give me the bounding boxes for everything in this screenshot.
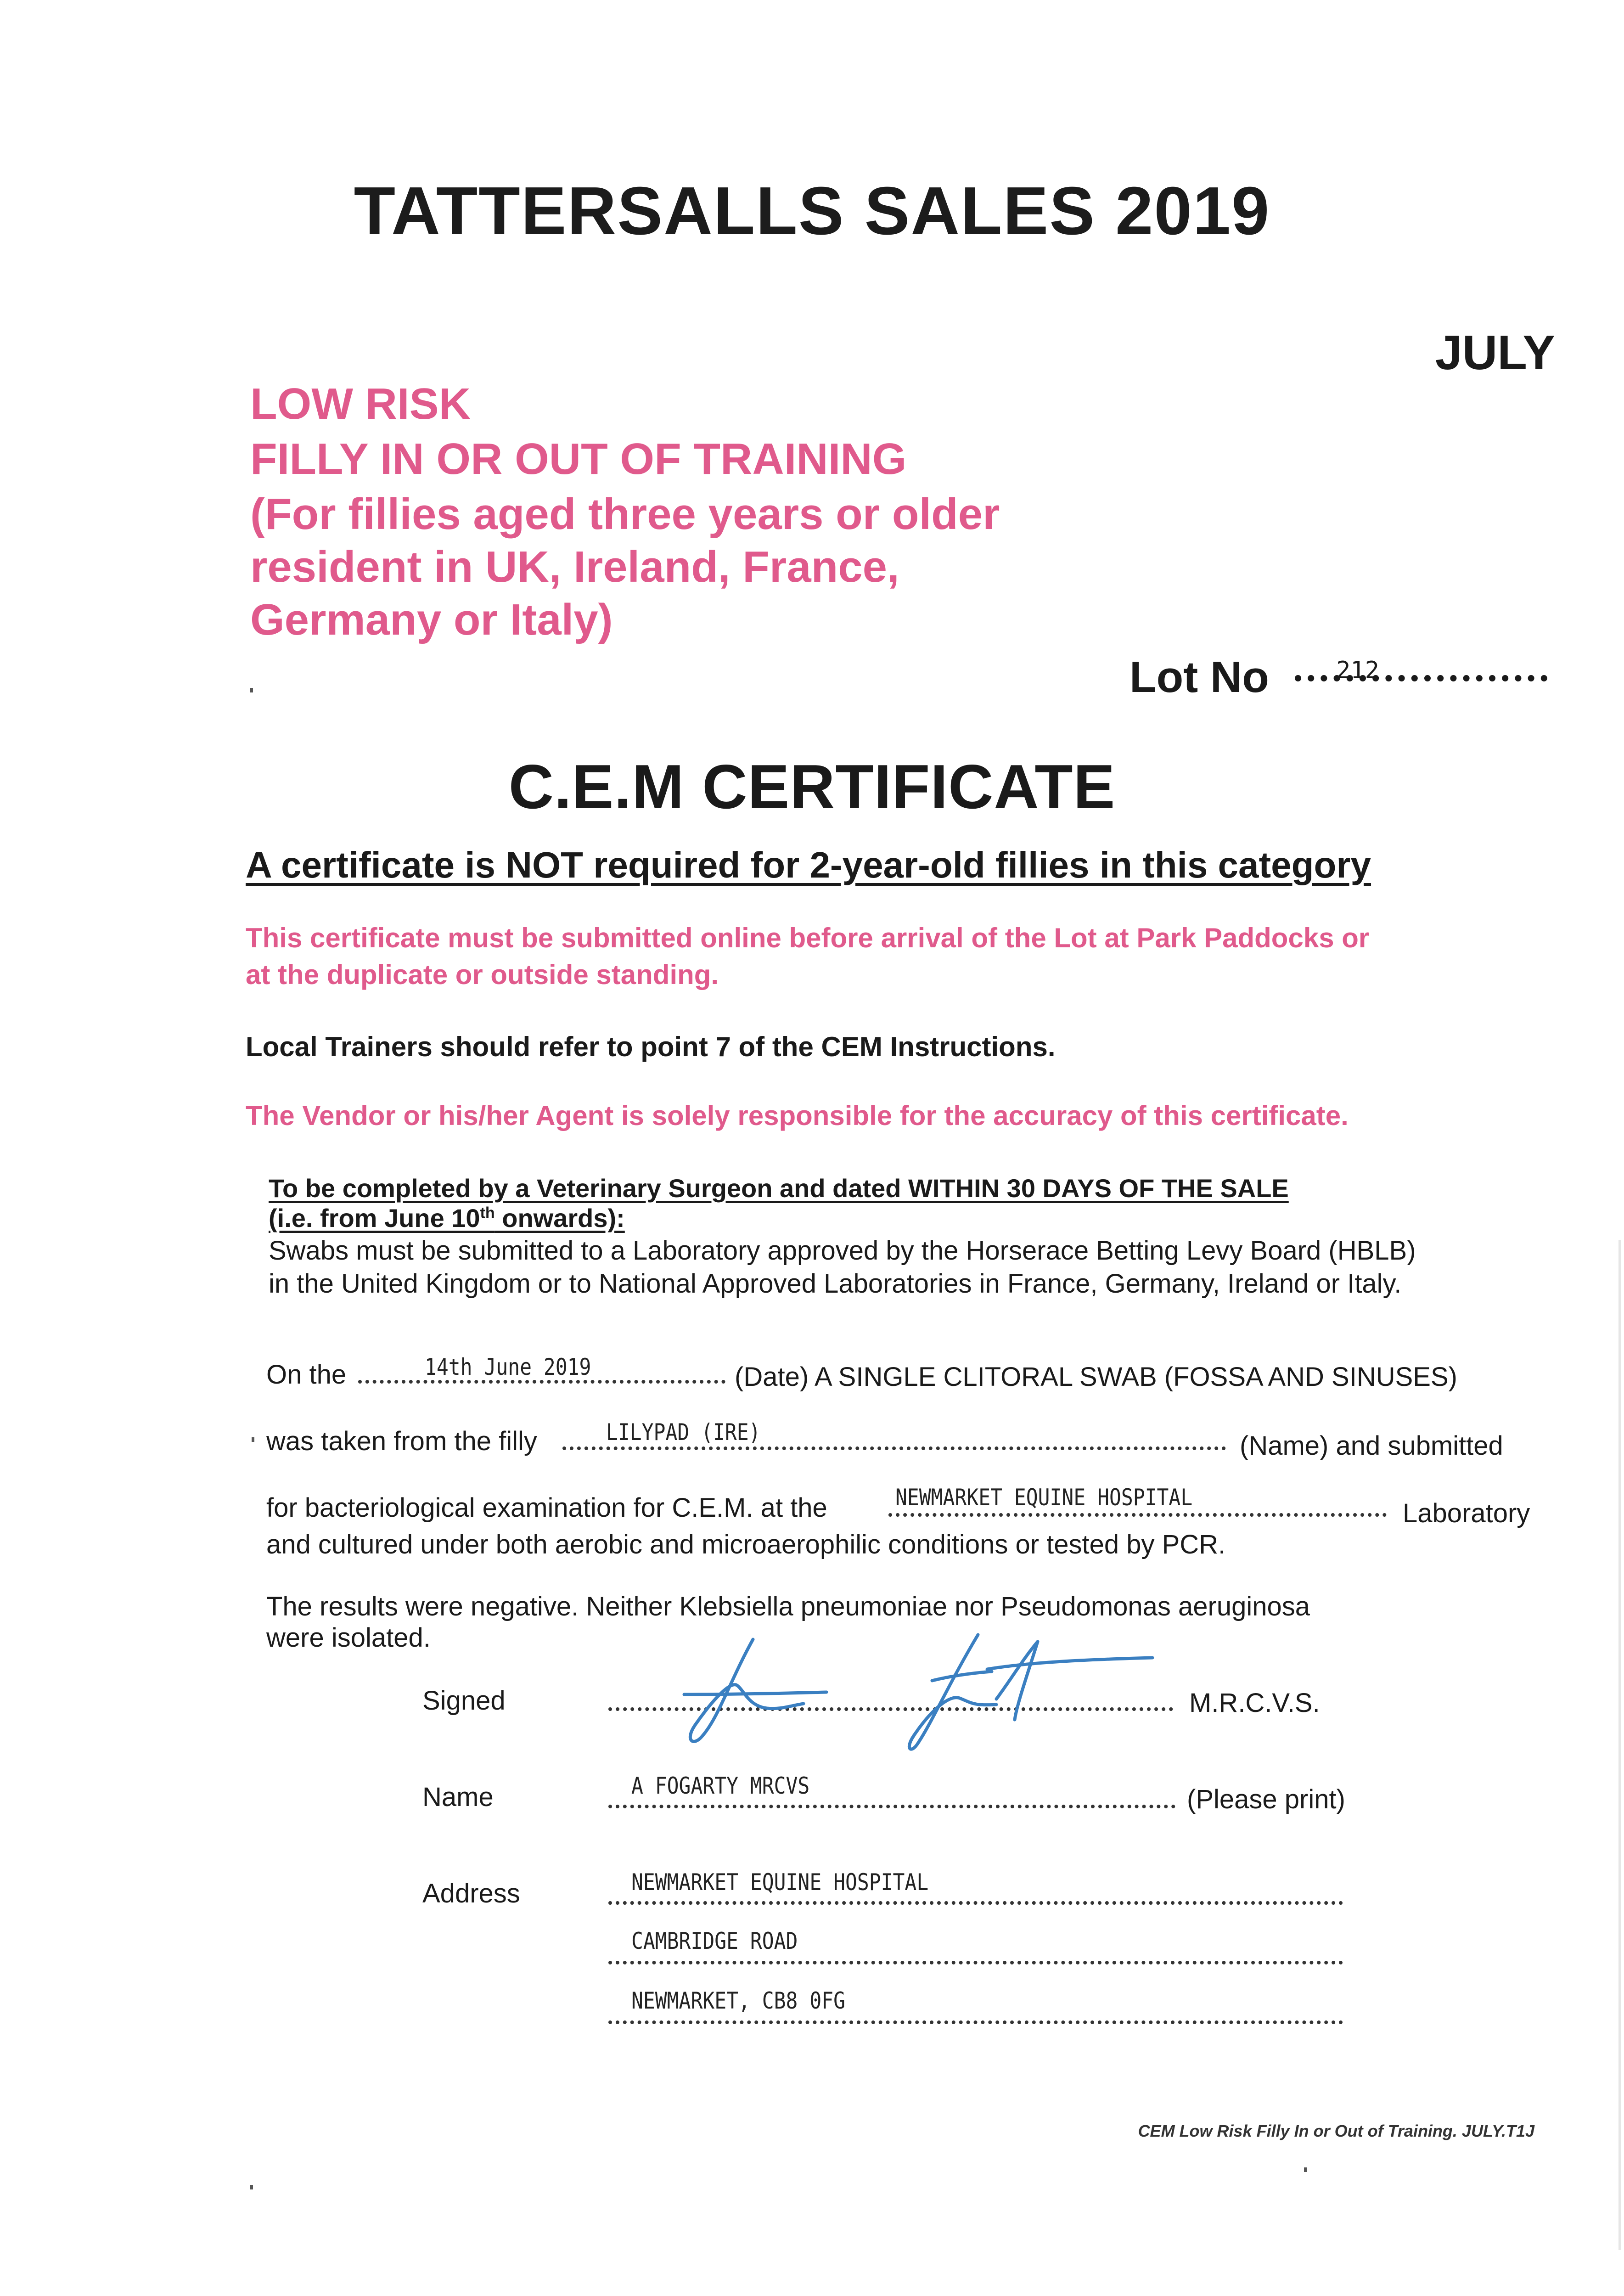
laboratory-dotted-line [888,1513,1387,1517]
address-line-3: NEWMARKET, CB8 0FG [631,1987,845,2014]
online-notice-line-1: This certificate must be submitted online before arrival of the Lot at Park Paddocks or [246,923,1370,953]
scan-speck [250,688,253,692]
filly-name-value: LILYPAD (IRE) [606,1419,761,1446]
date-value: 14th June 2019 [425,1354,591,1380]
on-the-label: On the [266,1360,347,1390]
certificate-title: C.E.M CERTIFICATE [508,752,1116,822]
vendor-notice: The Vendor or his/her Agent is solely responsible for the accuracy of this certificate. [246,1100,1349,1131]
local-trainers-notice: Local Trainers should refer to point 7 of the CEM Instructions. [246,1031,1056,1062]
laboratory-value: NEWMARKET EQUINE HOSPITAL [895,1484,1193,1511]
not-required-notice: A certificate is NOT required for 2-year-old fillies in this category [246,844,1371,885]
address-line-1: NEWMARKET EQUINE HOSPITAL [631,1869,929,1896]
date-suffix [735,1362,1457,1392]
category-line-1: LOW RISK [250,379,471,428]
document-title: TATTERSALLS SALES 2019 [354,173,1270,249]
online-notice-line-2: at the duplicate or outside standing. [246,959,719,990]
instructions-heading-2-prefix: (i.e. from June 10 [269,1204,480,1232]
category-line-4: resident in UK, Ireland, France, [250,542,899,591]
instructions-heading-2-suffix: onwards): [495,1204,625,1232]
scan-speck [250,2185,253,2189]
category-line-2: FILLY IN OR OUT OF TRAINING [250,434,907,484]
instructions-line-1: Swabs must be submitted to a Laboratory approved by the Horserace Betting Levy Board (HBLB) [269,1236,1416,1266]
scan-speck [1304,2167,1307,2172]
cultured-line: and cultured under both aerobic and microaerophilic conditions or tested by PCR. [266,1530,1226,1559]
bacteriological-label: for bacteriological examination for C.E.M. at the [266,1493,827,1523]
vet-name-dotted-line [608,1805,1175,1808]
address-label: Address [422,1879,520,1908]
instructions-heading-1: To be completed by a Veterinary Surgeon and dated WITHIN 30 DAYS OF THE SALE [269,1174,1289,1203]
instructions-heading-2-sup: th [480,1204,495,1222]
lot-number-value: 212 [1336,657,1379,684]
lot-number-dotted-line [1295,675,1547,681]
mrcvs-label: M.R.C.V.S. [1189,1688,1320,1718]
results-line-2: were isolated. [266,1623,431,1653]
sale-month: JULY [1435,326,1555,380]
veterinary-signature [675,1626,1171,1763]
instructions-heading-2 [269,1203,625,1233]
please-print-label: (Please print) [1187,1784,1345,1814]
lot-number-label: Lot No [1129,653,1269,702]
results-line-1: The results were negative. Neither Klebsiella pneumoniae nor Pseudomonas aeruginosa [266,1592,1310,1621]
date-suffix-text: (Date) A SINGLE CLITORAL SWAB (FOSSA AND SINUSES) [735,1362,1457,1392]
address-line-2: CAMBRIDGE ROAD [631,1928,798,1954]
category-line-3: (For fillies aged three years or older [250,490,1000,539]
address-line-1-dotted [608,1901,1343,1905]
vet-name-value: A FOGARTY MRCVS [631,1773,810,1799]
instructions-line-2: in the United Kingdom or to National Approved Laboratories in France, Germany, Ireland or Italy. [269,1269,1402,1299]
address-line-3-dotted [608,2020,1343,2024]
form-reference-footer: CEM Low Risk Filly In or Out of Training. JULY.T1J [1138,2122,1534,2140]
filly-dotted-line [562,1446,1226,1450]
name-suffix: (Name) and submitted [1240,1431,1503,1461]
category-line-5: Germany or Italy) [250,595,613,644]
date-dotted-line [358,1380,725,1384]
vet-name-label: Name [422,1782,494,1812]
address-line-2-dotted [608,1961,1343,1964]
taken-from-filly-label: was taken from the filly [266,1426,537,1456]
scan-speck [252,1437,254,1442]
laboratory-suffix: Laboratory [1403,1498,1530,1528]
signed-label: Signed [422,1686,506,1716]
scan-edge-shadow [1618,1240,1621,2250]
